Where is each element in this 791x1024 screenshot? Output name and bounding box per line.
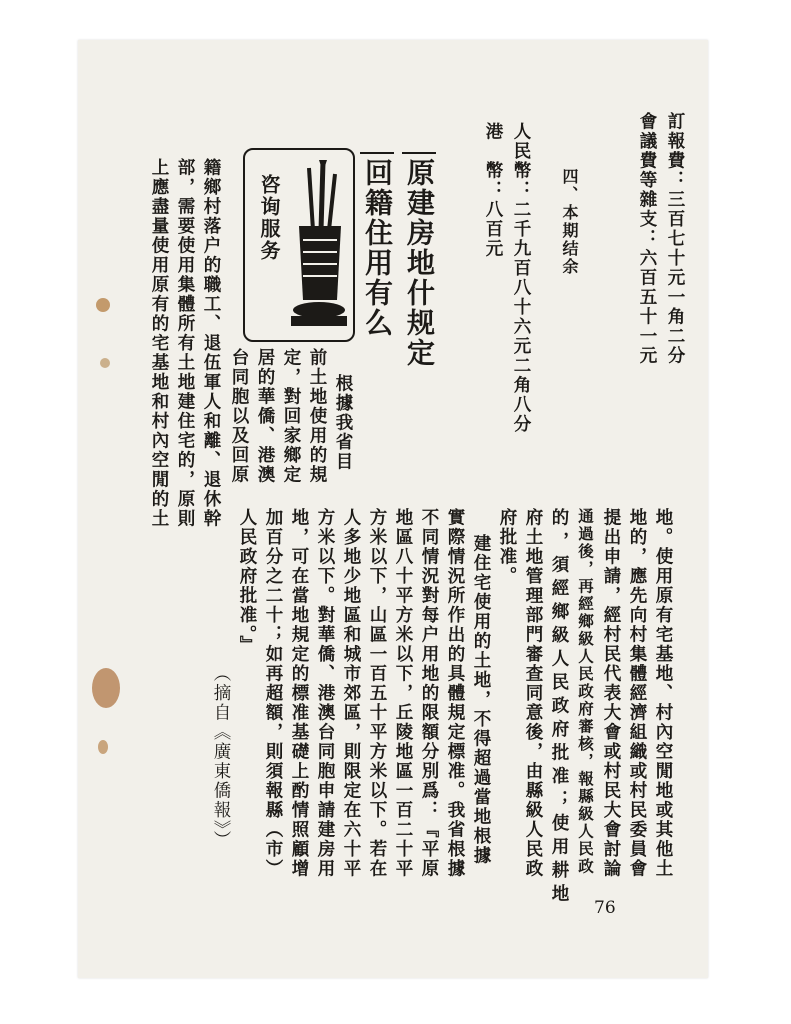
upper-column-8: 上應盡量使用原有的宅基地和村內空閒的土	[149, 158, 169, 529]
article-title-left: 回籍住用有么	[360, 152, 394, 338]
lower-column-3: 提出申請，經村民代表大會或村民大會討論	[601, 508, 621, 879]
upper-column-7: 部，需要使用集體所有土地建住宅的，原則	[175, 158, 195, 529]
subscription-fee-line: 訂報費：三百七十元一角二分	[665, 112, 685, 366]
consulting-services-label: 咨询服务	[257, 174, 281, 262]
rust-stain-bottom	[92, 668, 120, 708]
upper-column-4: 居的華僑、港澳	[255, 348, 275, 485]
lower-column-10: 不同情況對每户用地的限額分別爲：『平原	[419, 508, 439, 879]
meeting-fee-line: 會議費等雜支：六百五十一元	[637, 112, 657, 366]
balance-hkd-line: 港 幣：八百元	[483, 122, 503, 259]
lower-column-4: 通過後，再經鄉級人民政府審核，報縣級人民政	[576, 508, 595, 876]
document-page	[78, 40, 708, 978]
upper-column-3: 定，對回家鄉定	[281, 348, 301, 485]
lower-column-6: 府土地管理部門審查同意後，由縣級人民政	[523, 508, 543, 879]
lower-column-11: 地區八十平方米以下，丘陵地區一百二十平	[393, 508, 413, 879]
consulting-services-box	[243, 148, 355, 342]
upper-column-2: 前土地使用的規	[307, 348, 327, 485]
rust-stain-middle	[100, 358, 110, 368]
balance-rmb-line: 人民幣：二千九百八十六元二角八分	[511, 122, 531, 434]
upper-column-5: 台同胞以及回原	[229, 348, 249, 485]
lower-column-7: 府批准。	[497, 508, 517, 586]
lower-column-5: 的，須經鄉級人民政府批准；使用耕地	[549, 508, 569, 908]
rust-stain-bottom-small	[98, 740, 108, 754]
lower-column-9: 實際情況所作出的具體規定標准。我省根據	[445, 508, 465, 879]
upper-column-1: 根據我省目	[333, 374, 353, 472]
lower-column-17: 人民政府批准。』	[237, 508, 257, 656]
lower-column-13: 人多地少地區和城市郊區，則限定在六十平	[341, 508, 361, 879]
lower-column-16: 加百分之二十；如再超額，則須報縣（市）	[263, 508, 283, 879]
lower-column-8: 建住宅使用的土地，不得超過當地根據	[471, 534, 491, 866]
balance-heading: 四、本期结余	[560, 168, 579, 276]
brush-holder-icon	[289, 160, 349, 330]
lower-column-15: 地，可在當地規定的標准基礎上酌情照顧增	[289, 508, 309, 879]
lower-column-14: 方米以下。對華僑、港澳台同胞申請建房用	[315, 508, 335, 879]
page-number: 76	[594, 898, 616, 918]
rust-stain-top	[96, 298, 110, 312]
article-title-right: 原建房地什规定	[402, 152, 436, 368]
lower-column-12: 方米以下，山區一百五十平方米以下。若在	[367, 508, 387, 879]
source-attribution: （摘自《廣東僑報》）	[211, 664, 231, 851]
upper-column-6: 籍鄉村落户的職工、退伍軍人和離、退休幹	[201, 158, 221, 529]
lower-column-2: 地的，應先向村集體經濟組織或村民委員會	[627, 508, 647, 879]
lower-column-1: 地。使用原有宅基地、村內空閒地或其他土	[653, 508, 673, 879]
